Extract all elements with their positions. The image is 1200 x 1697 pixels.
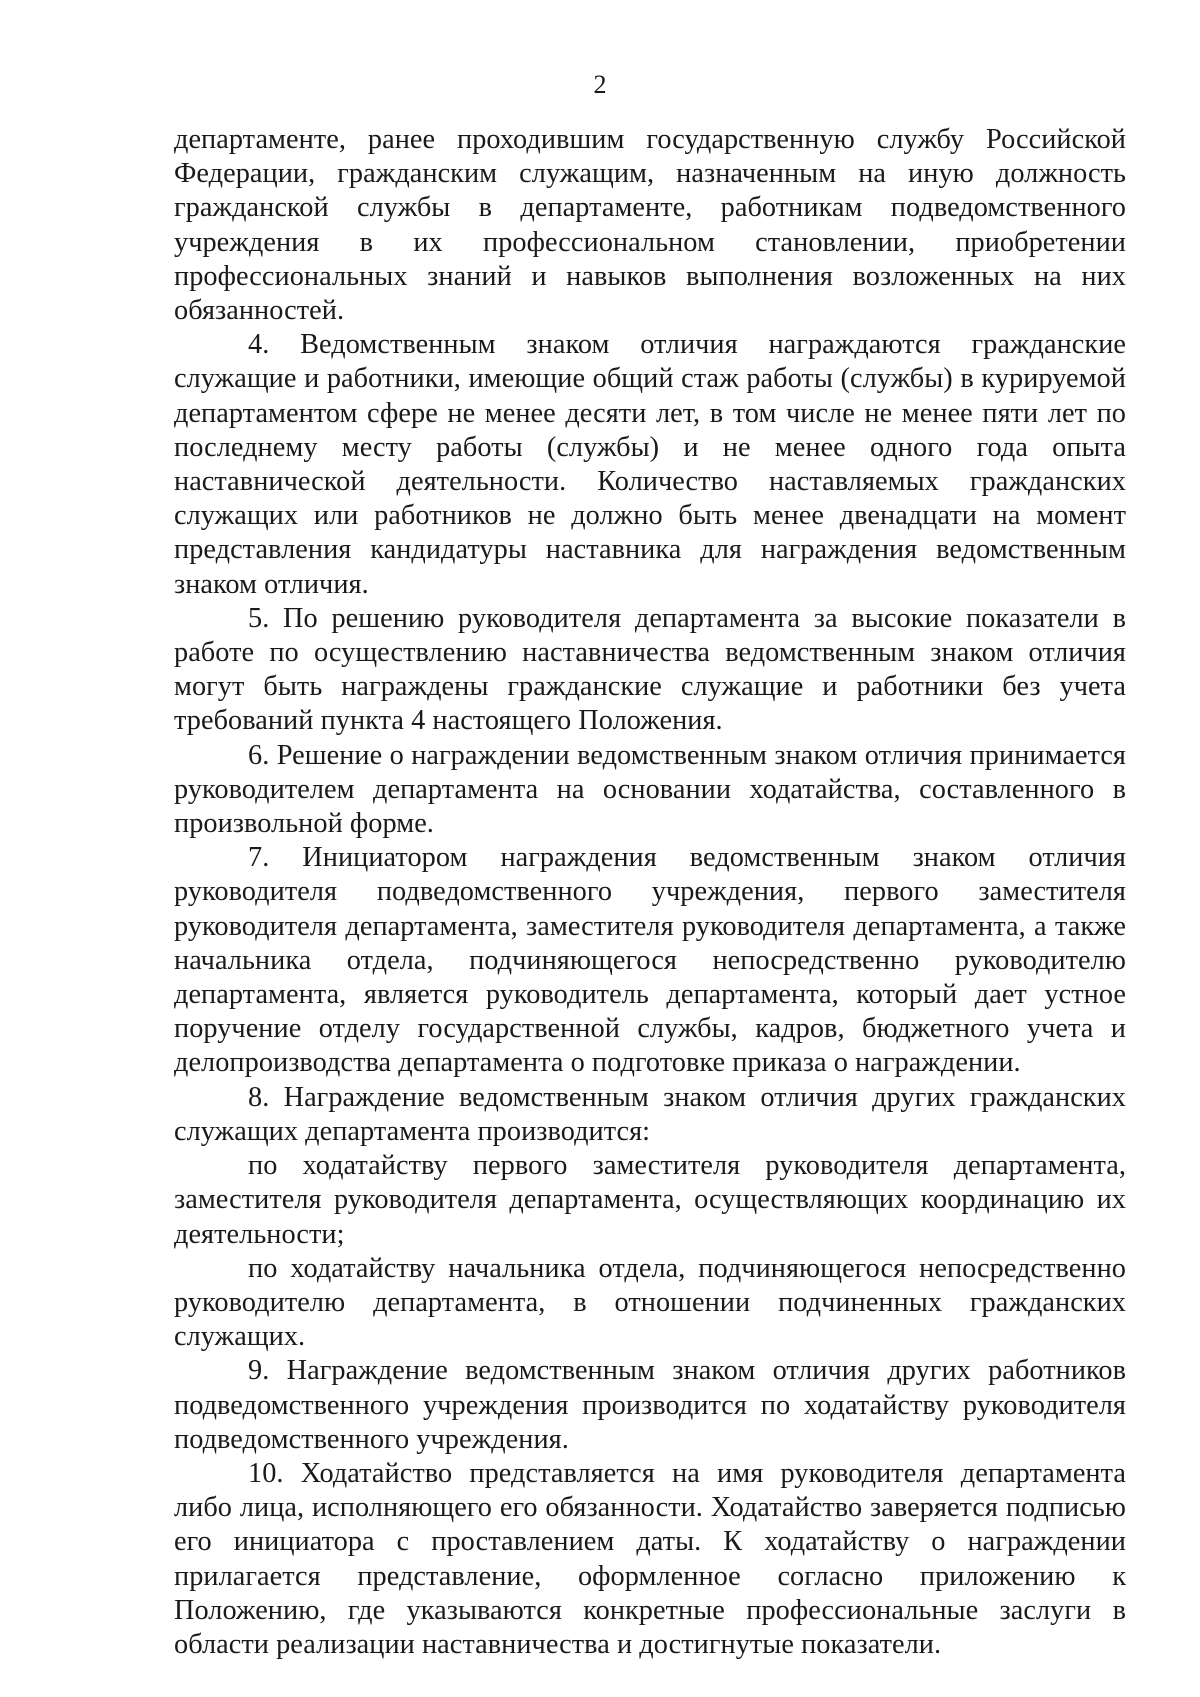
paragraph-item-8: 8. Награждение ведомственным знаком отличия других гражданских служащих департамента производится:	[174, 1081, 1126, 1147]
paragraph-item-8-a: по ходатайству первого заместителя руководителя департамента, заместителя руководителя департамента, осуществляющих координацию их деятельности;	[174, 1150, 1126, 1250]
document-body	[174, 123, 1126, 1662]
paragraph-item-9: 9. Награждение ведомственным знаком отличия других работников подведомственного учреждения производится по ходатайству руководителя подведомственного учреждения.	[174, 1355, 1126, 1455]
paragraph-item-4: 4. Ведомственным знаком отличия награждаются гражданские служащие и работники, имеющие общий стаж работы (службы) в курируемой департаментом сфере не менее десяти лет, в том числе не менее пяти лет по последнему месту работы (службы) и не менее одного года опыта наставнической деятельности. Количество наставляемых гражданских служащих или работников не должно быть менее двенадцати на момент представления кандидатуры наставника для награждения ведомственным знаком отличия.	[174, 329, 1126, 600]
paragraph-item-7: 7. Инициатором награждения ведомственным знаком отличия руководителя подведомственного учреждения, первого заместителя руководителя департамента, заместителя руководителя департамента, а также начальника отдела, подчиняющегося непосредственно руководителю департамента, является руководитель департамента, который дает устное поручение отделу государственной службы, кадров, бюджетного учета и делопроизводства департамента о подготовке приказа о награждении.	[174, 842, 1126, 1079]
paragraph-item-8-b: по ходатайству начальника отдела, подчиняющегося непосредственно руководителю департамента, в отношении подчиненных гражданских служащих.	[174, 1252, 1126, 1353]
paragraph-continuation: департаменте, ранее проходившим государственную службу Российской Федерации, гражданским служащим, назначенным на иную должность гражданской службы в департаменте, работникам подведомственного учреждения в их профессиональном становлении, приобретении профессиональных знаний и навыков выполнения возложенных на них обязанностей.	[174, 124, 1126, 327]
page-number: 2	[593, 70, 607, 99]
paragraph-item-6: 6. Решение о награждении ведомственным знаком отличия принимается руководителем департамента на основании ходатайства, составленного в произвольной форме.	[174, 739, 1126, 840]
paragraph-item-10: 10. Ходатайство представляется на имя руководителя департамента либо лица, исполняющего его обязанности. Ходатайство заверяется подписью его инициатора с проставлением даты. К ходатайству о награждении прилагается представление, оформленное согласно приложению к Положению, где указываются конкретные профессиональные заслуги в области реализации наставничества и достигнутые показатели.	[174, 1457, 1126, 1660]
paragraph-item-5: 5. По решению руководителя департамента за высокие показатели в работе по осуществлению наставничества ведомственным знаком отличия могут быть награждены гражданские служащие и работники без учета требований пункта 4 настоящего Положения.	[174, 602, 1126, 737]
